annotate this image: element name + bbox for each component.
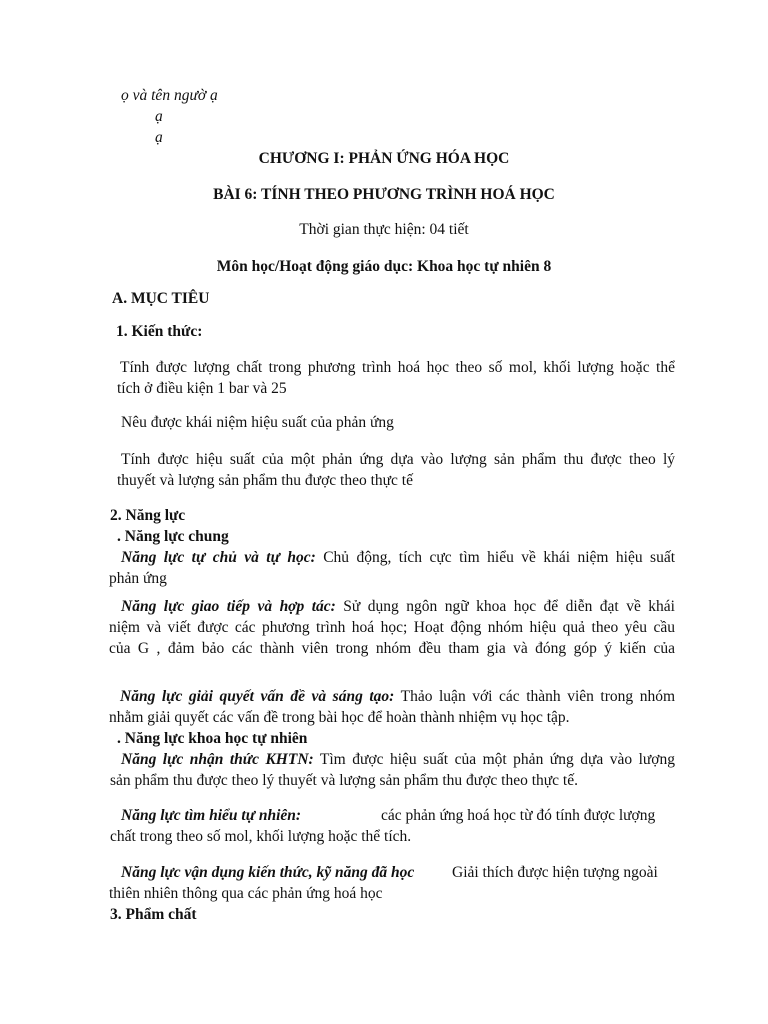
- knowledge-p2: Nêu được khái niệm hiệu suất của phản ứng: [121, 414, 394, 431]
- subject-line: Môn học/Hoạt động giáo dục: Khoa học tự nhiên 8: [216, 258, 552, 275]
- competence-heading: 2. Năng lực: [110, 507, 186, 524]
- communication-line1: [121, 597, 675, 617]
- communication-label: Năng lực giao tiếp và hợp tác:: [121, 598, 336, 615]
- cognition-line2: sản phẩm thu được theo lý thuyết và lượng sản phẩm thu được theo thực tế.: [110, 772, 578, 789]
- explore-label: Năng lực tìm hiểu tự nhiên:: [121, 807, 302, 824]
- lesson-title: BÀI 6: TÍNH THEO PHƯƠNG TRÌNH HOÁ HỌC: [213, 186, 555, 203]
- knowledge-p1-line1: Tính được lượng chất trong phương trình hoá học theo số mol, khối lượng hoặc thể: [120, 359, 675, 376]
- science-competence-heading: . Năng lực khoa học tự nhiên: [117, 730, 308, 747]
- problem-solving-line2: nhằm giải quyết các vấn đề trong bài học để hoàn thành nhiệm vụ học tập.: [109, 709, 570, 726]
- header-line-2: ạ: [155, 108, 163, 125]
- knowledge-p1-line2: tích ở điều kiện 1 bar và 25: [117, 380, 287, 397]
- apply-text: Giải thích được hiện tượng ngoài: [452, 864, 658, 881]
- self-study-label: Năng lực tự chủ và tự học:: [121, 549, 316, 566]
- duration-line: Thời gian thực hiện: 04 tiết: [299, 221, 469, 238]
- quality-heading: 3. Phẩm chất: [110, 906, 197, 923]
- communication-line2: niệm và viết được các phương trình hoá học; Hoạt động nhóm hiệu quả theo yêu cầu: [109, 619, 675, 636]
- chapter-title: CHƯƠNG I: PHẢN ỨNG HÓA HỌC: [258, 150, 510, 167]
- cognition-line1: [121, 750, 675, 770]
- problem-solving-label: Năng lực giải quyết vấn đề và sáng tạo:: [120, 688, 395, 705]
- knowledge-p3-line2: thuyết và lượng sản phẩm thu được theo thực tế: [117, 472, 413, 489]
- apply-line2: thiên nhiên thông qua các phản ứng hoá học: [109, 885, 383, 902]
- explore-line2: chất trong theo số mol, khối lượng hoặc thể tích.: [110, 828, 412, 845]
- knowledge-p3-line1: Tính được hiệu suất của một phản ứng dựa vào lượng sản phẩm thu được theo lý: [121, 451, 675, 468]
- general-competence-heading: . Năng lực chung: [117, 528, 229, 545]
- header-line-3: ạ: [155, 129, 163, 146]
- communication-text: Sử dụng ngôn ngữ khoa học để diễn đạt về khái: [335, 598, 675, 615]
- problem-solving-line1: [120, 687, 675, 707]
- problem-solving-text: Thảo luận với các thành viên trong nhóm: [394, 688, 676, 705]
- cognition-label: Năng lực nhận thức KHTN:: [121, 751, 314, 768]
- section-a-heading: A. MỤC TIÊU: [112, 290, 210, 307]
- self-study-line2: phản ứng: [109, 570, 167, 587]
- knowledge-heading: 1. Kiến thức:: [116, 323, 203, 340]
- cognition-text: Tìm được hiệu suất của một phản ứng dựa vào lượng: [313, 751, 675, 768]
- explore-text: các phản ứng hoá học từ đó tính được lượng: [381, 807, 656, 824]
- teacher-name-line: ọ và tên ngườ ạ: [121, 87, 218, 104]
- self-study-text: Chủ động, tích cực tìm hiểu về khái niệm hiệu suất: [315, 549, 676, 566]
- communication-line3: của G , đảm bảo các thành viên trong nhóm đều tham gia và đóng góp ý kiến của: [109, 640, 675, 657]
- self-study-line1: [121, 548, 675, 568]
- apply-label: Năng lực vận dụng kiến thức, kỹ năng đã học: [121, 864, 415, 881]
